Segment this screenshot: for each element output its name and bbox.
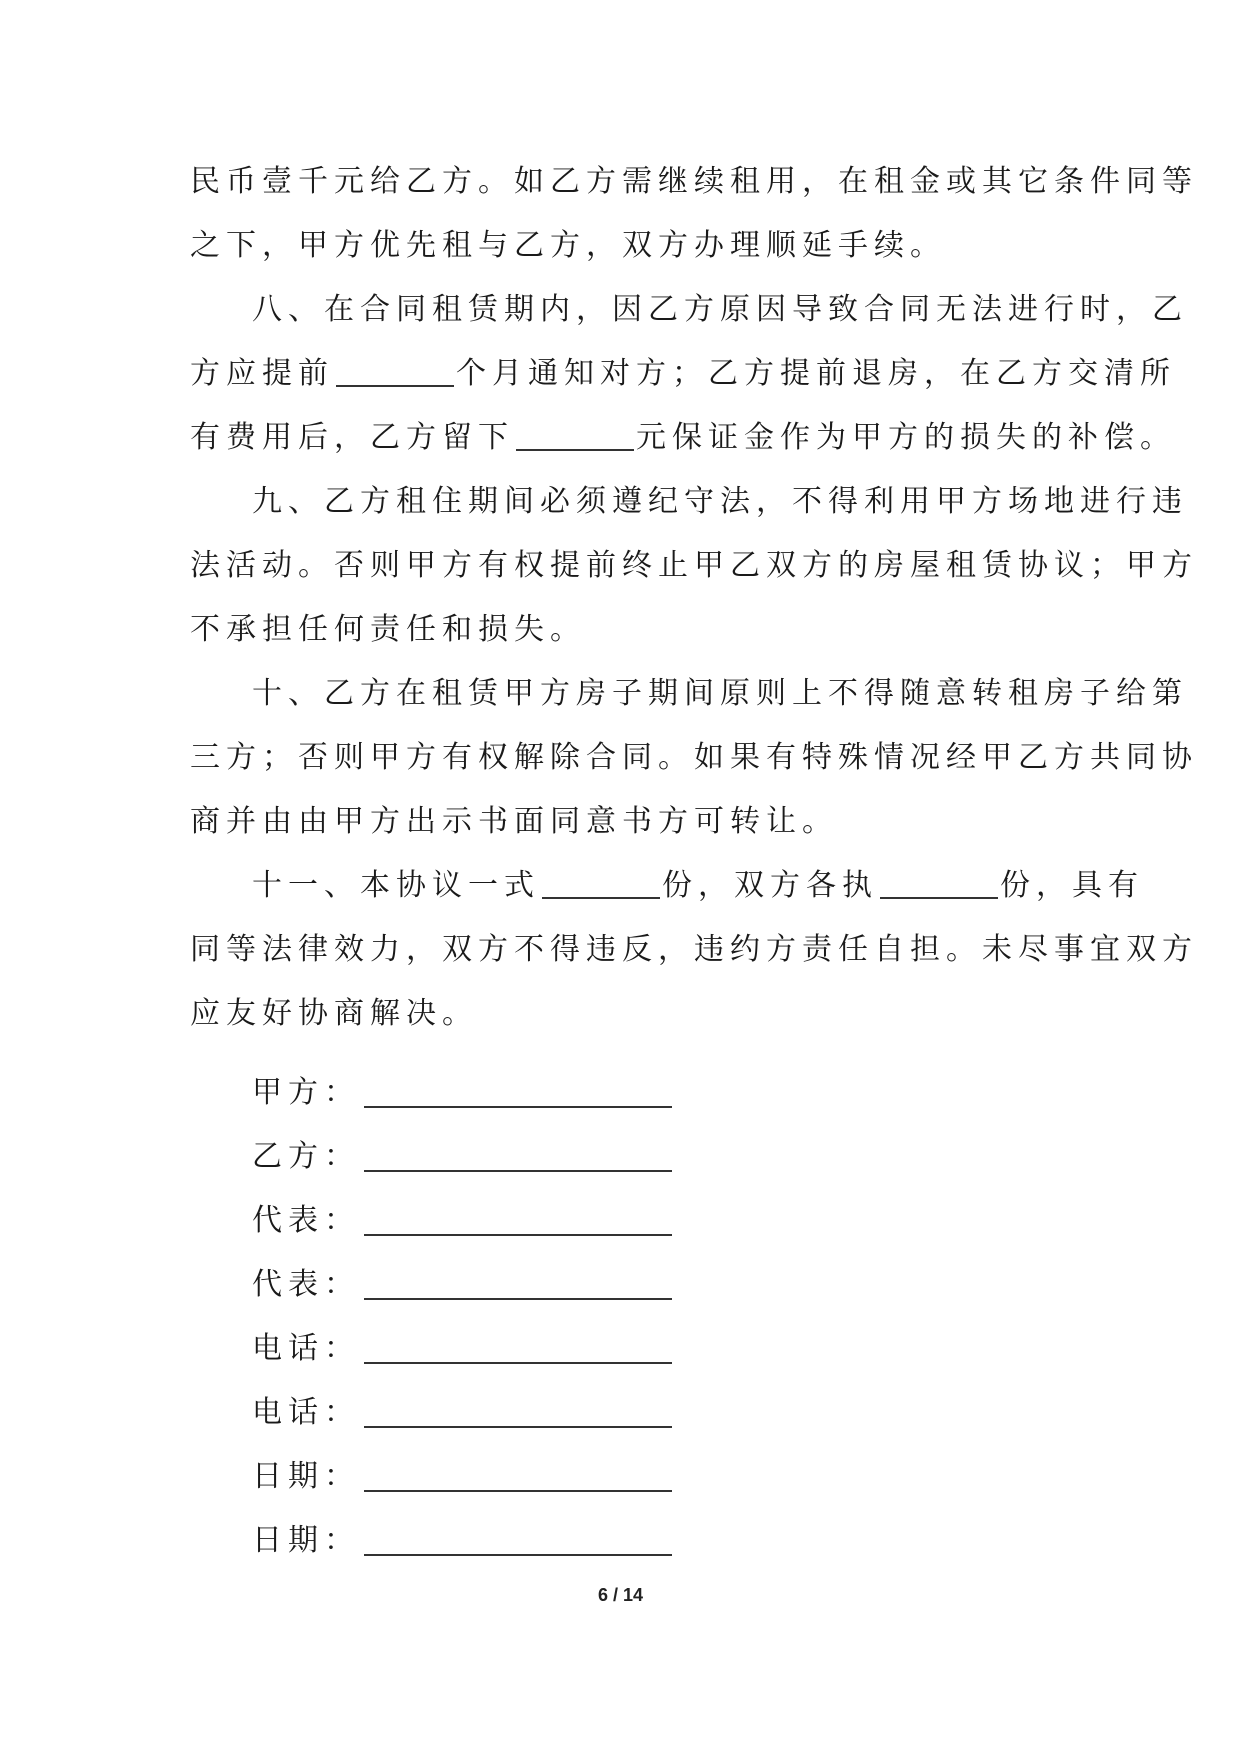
signature-line: [364, 1268, 672, 1300]
clause-text: 方应提前: [190, 356, 334, 391]
signature-label: 电话：: [252, 1331, 360, 1366]
signature-line: [364, 1332, 672, 1364]
clause-9-line: 九、乙方租住期间必须遵纪守法，不得利用甲方场地进行违: [252, 484, 1188, 519]
fill-in-blank: [336, 357, 454, 387]
signature-row: [252, 1445, 672, 1509]
clause-text: 有费用后，乙方留下: [190, 420, 514, 455]
signature-label: 日期：: [252, 1523, 360, 1558]
signature-row: [252, 1253, 672, 1317]
signature-label: 乙方：: [252, 1139, 360, 1174]
clause-text: 份，具有: [1000, 868, 1144, 903]
clause-text: 元保证金作为甲方的损失的补偿。: [636, 420, 1176, 455]
clause-10-line: 十、乙方在租赁甲方房子期间原则上不得随意转租房子给第: [252, 676, 1188, 711]
signature-row: [252, 1189, 672, 1253]
clause-8-line: 八、在合同租赁期内，因乙方原因导致合同无法进行时，乙: [252, 292, 1188, 327]
signature-line: [364, 1524, 672, 1556]
signature-label: 代表：: [252, 1267, 360, 1302]
clause-8-line: [190, 406, 1176, 470]
clause-10-line: 三方；否则甲方有权解除合同。如果有特殊情况经甲乙方共同协: [190, 740, 1198, 775]
signature-label: 日期：: [252, 1459, 360, 1494]
signature-line: [364, 1140, 672, 1172]
fill-in-blank: [516, 421, 634, 451]
signature-block: [252, 1061, 672, 1573]
page-number: 6 / 14: [597, 1585, 644, 1605]
signature-line: [364, 1396, 672, 1428]
signature-line: [364, 1076, 672, 1108]
signature-row: [252, 1317, 672, 1381]
clause-text: 十一、本协议一式: [252, 868, 540, 903]
signature-label: 代表：: [252, 1203, 360, 1238]
signature-line: [364, 1460, 672, 1492]
clause-text: 份，双方各执: [662, 868, 878, 903]
fill-in-blank: [880, 869, 998, 899]
document-body: [190, 150, 1198, 1046]
clause-text: 个月通知对方；乙方提前退房，在乙方交清所: [456, 356, 1176, 391]
fill-in-blank: [542, 869, 660, 899]
signature-label: 甲方：: [252, 1075, 360, 1110]
clause-9-line: 不承担任何责任和损失。: [190, 612, 586, 647]
clause-9-line: 法活动。否则甲方有权提前终止甲乙双方的房屋租赁协议；甲方: [190, 548, 1198, 583]
text-line: 民币壹千元给乙方。如乙方需继续租用，在租金或其它条件同等: [190, 164, 1198, 199]
clause-10-line: 商并由由甲方出示书面同意书方可转让。: [190, 804, 838, 839]
text-line: 之下，甲方优先租与乙方，双方办理顺延手续。: [190, 228, 946, 263]
signature-row: [252, 1509, 672, 1573]
signature-label: 电话：: [252, 1395, 360, 1430]
clause-8-line: [190, 342, 1176, 406]
clause-11-line: [190, 854, 1144, 918]
clause-11-line: 同等法律效力，双方不得违反，违约方责任自担。未尽事宜双方: [190, 932, 1198, 967]
signature-row: [252, 1061, 672, 1125]
signature-row: [252, 1381, 672, 1445]
signature-row: [252, 1125, 672, 1189]
signature-line: [364, 1204, 672, 1236]
clause-11-line: 应友好协商解决。: [190, 996, 478, 1031]
